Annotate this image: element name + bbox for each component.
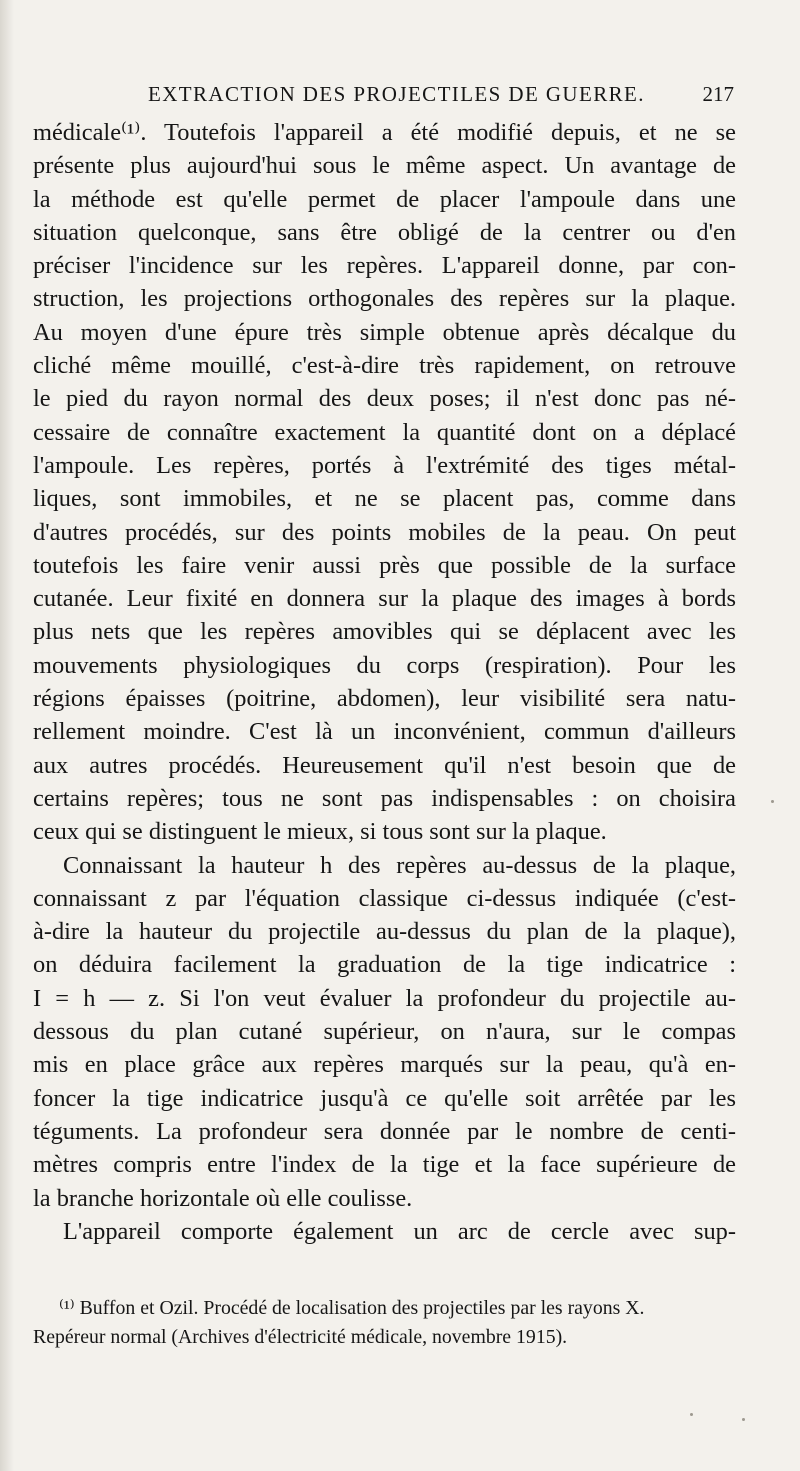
text-line: mouvements physiologiques du corps (respiration). Pour les xyxy=(33,651,736,679)
text-line: à-dire la hauteur du projectile au-dessus du plan de la plaque), xyxy=(33,918,736,946)
text-line: ceux qui se distinguent le mieux, si tous sont sur la plaque. xyxy=(33,818,607,846)
text-line: préciser l'incidence sur les repères. L'appareil donne, par con- xyxy=(33,252,736,280)
text-line: situation quelconque, sans être obligé de la centrer ou d'en xyxy=(33,218,736,246)
text-line: téguments. La profondeur sera donnée par le nombre de centi- xyxy=(33,1117,736,1145)
text-line: liques, sont immobiles, et ne se placent pas, comme dans xyxy=(33,485,736,513)
scan-edge-shadow xyxy=(0,0,14,1471)
text-line: certains repères; tous ne sont pas indispensables : on choisira xyxy=(33,784,736,812)
text-line: connaissant z par l'équation classique ci-dessus indiquée (c'est- xyxy=(33,884,736,912)
text-line: Connaissant la hauteur h des repères au-dessus de la plaque, xyxy=(63,851,736,879)
page-header xyxy=(148,76,734,112)
text-line: dessous du plan cutané supérieur, on n'aura, sur le compas xyxy=(33,1018,736,1046)
scan-speck xyxy=(742,1418,745,1421)
text-line: cliché même mouillé, c'est-à-dire très rapidement, on retrouve xyxy=(33,352,736,380)
text-line: aux autres procédés. Heureusement qu'il n'est besoin que de xyxy=(33,751,736,779)
text-line: L'appareil comporte également un arc de cercle avec sup- xyxy=(63,1217,736,1245)
text-line: la méthode est qu'elle permet de placer l'ampoule dans une xyxy=(33,185,736,213)
text-line: on déduira facilement la graduation de la tige indicatrice : xyxy=(33,951,736,979)
text-line: plus nets que les repères amovibles qui se déplacent avec les xyxy=(33,618,736,646)
text-line: struction, les projections orthogonales des repères sur la plaque. xyxy=(33,285,736,313)
footnote-line: Repéreur normal (Archives d'électricité médicale, novembre 1915). xyxy=(33,1326,568,1348)
text-line: foncer la tige indicatrice jusqu'à ce qu'elle soit arrêtée par les xyxy=(33,1084,736,1112)
text-line: le pied du rayon normal des deux poses; il n'est donc pas né- xyxy=(33,385,736,413)
text-line: cessaire de connaître exactement la quantité dont on a déplacé xyxy=(33,418,736,446)
text-line: rellement moindre. C'est là un inconvénient, commun d'ailleurs xyxy=(33,718,736,746)
footnote xyxy=(33,1294,736,1352)
scan-speck xyxy=(690,1413,693,1416)
text-line: mis en place grâce aux repères marqués sur la peau, qu'à en- xyxy=(33,1051,736,1079)
text-line: Au moyen d'une épure très simple obtenue après décalque du xyxy=(33,318,736,346)
text-line: la branche horizontale où elle coulisse. xyxy=(33,1184,413,1212)
text-line: l'ampoule. Les repères, portés à l'extrémité des tiges métal- xyxy=(33,451,736,479)
text-line: médicale⁽¹⁾. Toutefois l'appareil a été modifié depuis, et ne se xyxy=(33,119,736,146)
scan-speck xyxy=(771,800,774,803)
running-title: EXTRACTION DES PROJECTILES DE GUERRE. xyxy=(148,82,645,106)
page-number: 217 xyxy=(702,82,734,106)
body-text xyxy=(33,116,736,1248)
text-line: régions épaisses (poitrine, abdomen), leur visibilité sera natu- xyxy=(33,685,736,713)
text-line: mètres compris entre l'index de la tige et la face supérieure de xyxy=(33,1151,736,1179)
footnote-line: ⁽¹⁾ Buffon et Ozil. Procédé de localisation des projectiles par les rayons X. xyxy=(59,1297,645,1319)
text-line: cutanée. Leur fixité en donnera sur la plaque des images à bords xyxy=(33,585,736,613)
text-line: I = h — z. Si l'on veut évaluer la profondeur du projectile au- xyxy=(33,984,736,1012)
text-line: toutefois les faire venir aussi près que possible de la surface xyxy=(33,551,736,579)
text-line: d'autres procédés, sur des points mobiles de la peau. On peut xyxy=(33,518,736,546)
text-line: présente plus aujourd'hui sous le même aspect. Un avantage de xyxy=(33,152,736,180)
